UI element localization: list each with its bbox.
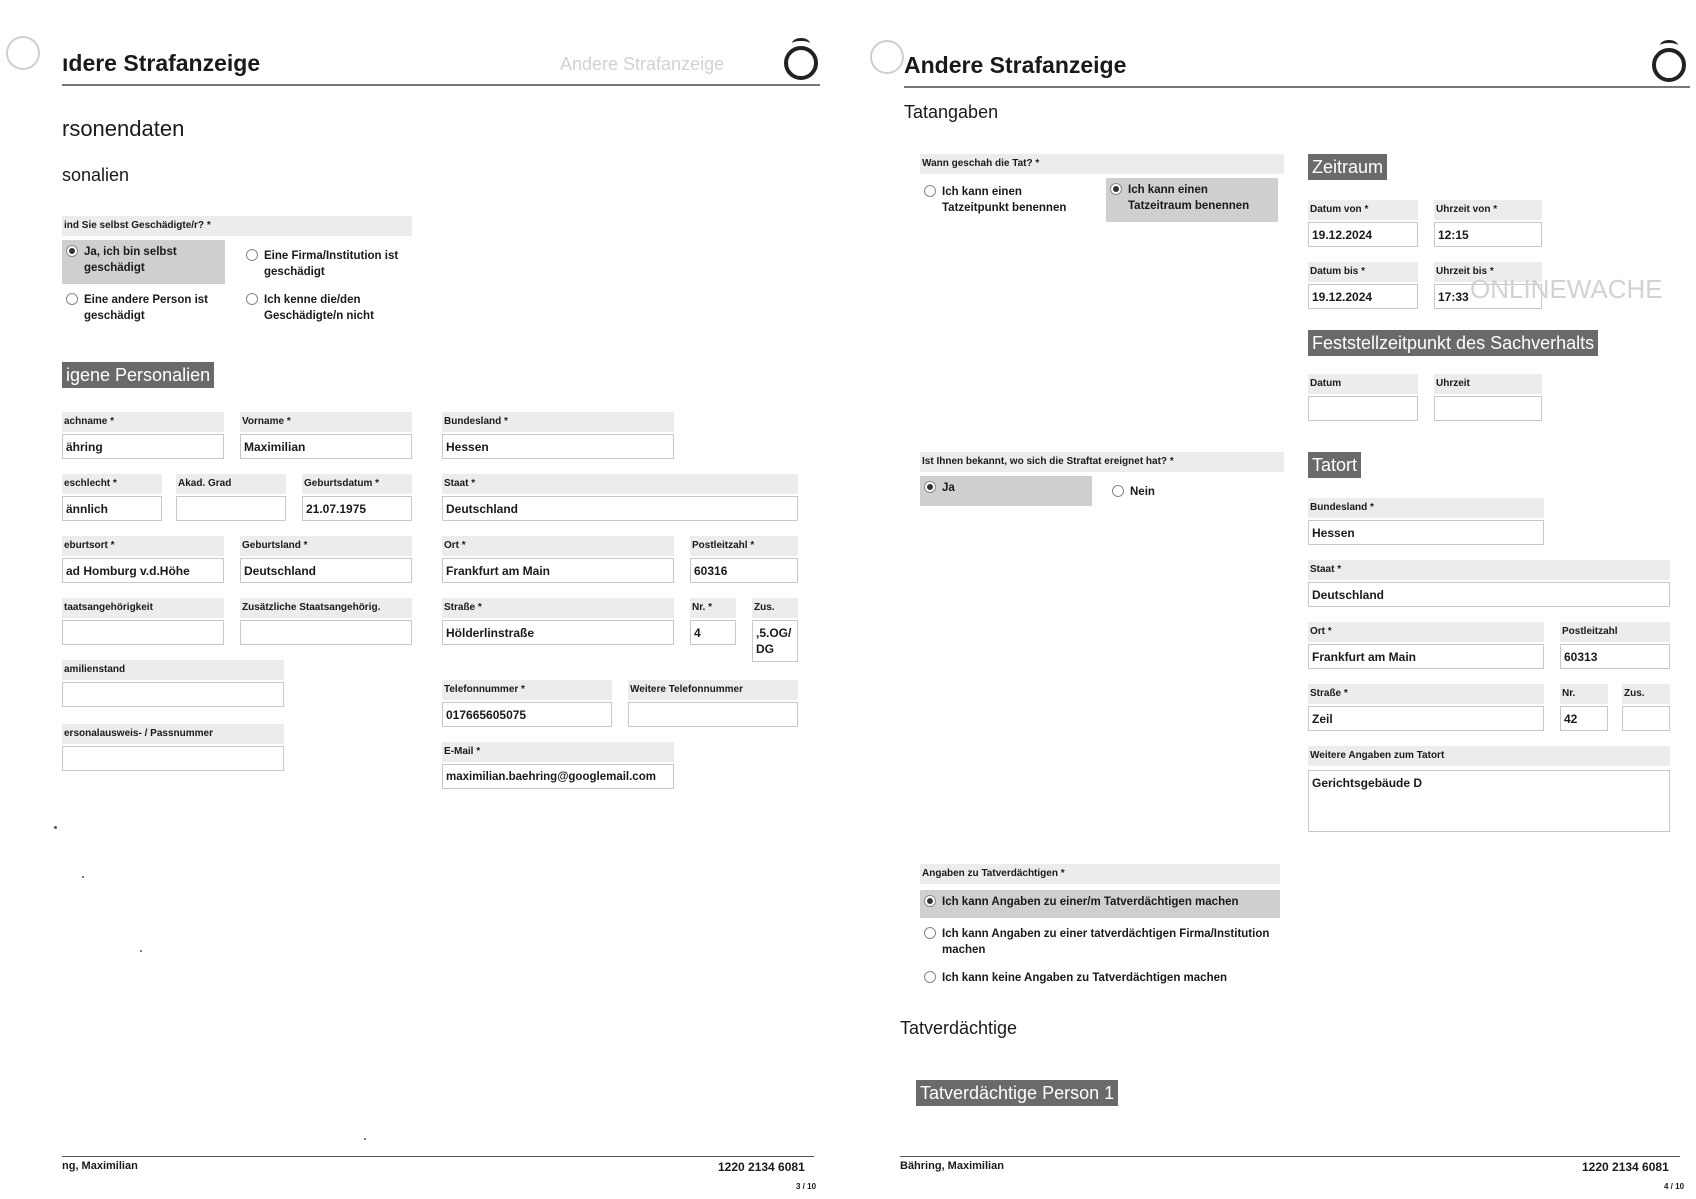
- ort-label: Ort *: [442, 536, 674, 556]
- footer-rule: [900, 1156, 1680, 1157]
- police-logo-icon: [784, 46, 818, 80]
- radio-dot-icon: [924, 927, 936, 939]
- radio-dot-icon: [66, 245, 78, 257]
- plz-label: Postleitzahl *: [690, 536, 798, 556]
- zeitraum-header: Zeitraum: [1308, 154, 1387, 180]
- strasse-input[interactable]: Hölderlinstraße: [442, 620, 674, 645]
- radio-dot-icon: [924, 971, 936, 983]
- radio-dot-icon: [246, 249, 258, 261]
- feststell-uhrzeit-label: Uhrzeit: [1434, 374, 1542, 394]
- question-label: ind Sie selbst Geschädigte/r? *: [62, 216, 412, 236]
- tatort-strasse-input[interactable]: Zeil: [1308, 706, 1544, 731]
- tatort-nr-input[interactable]: 42: [1560, 706, 1608, 731]
- geburtsland-label: Geburtsland *: [240, 536, 412, 556]
- uhrzeit-bis-input[interactable]: 17:33: [1434, 284, 1542, 309]
- datum-bis-label: Datum bis *: [1308, 262, 1418, 282]
- footer-rule: [62, 1156, 814, 1157]
- geburtsdatum-label: Geburtsdatum *: [302, 474, 412, 494]
- radio-suspect-none-label: Ich kann keine Angaben zu Tatverdächtigen machen: [942, 972, 1228, 984]
- nr-input[interactable]: 4: [690, 620, 736, 645]
- scan-speck: [140, 950, 142, 952]
- page-left: [0, 0, 840, 1199]
- tatort-ort-label: Ort *: [1308, 622, 1544, 642]
- tatort-staat-label: Staat *: [1308, 560, 1670, 580]
- tatangaben-title: Tatangaben: [904, 102, 999, 122]
- feststell-header: Feststellzeitpunkt des Sachverhalts: [1308, 330, 1598, 356]
- page-title: ıdere Strafanzeige: [62, 50, 261, 76]
- radio-where-ja[interactable]: [920, 476, 1092, 506]
- zus-input[interactable]: ,5.OG/ DG: [752, 620, 798, 662]
- geschlecht-label: eschlecht *: [62, 474, 162, 494]
- scan-speck: [364, 1138, 366, 1140]
- page-title: Andere Strafanzeige: [904, 52, 1127, 78]
- radio-suspect-company-label: Ich kann Angaben zu einer tatverdächtigen Firma/Institution machen: [942, 928, 1270, 956]
- akad-grad-label: Akad. Grad: [176, 474, 286, 494]
- radio-tatzeitpunkt-label: Ich kann einen Tatzeitpunkt benennen: [942, 186, 1067, 214]
- geburtsort-input[interactable]: ad Homburg v.d.Höhe: [62, 558, 224, 583]
- ghost-online-watermark: ONLINEWACHE: [1470, 274, 1663, 304]
- footer-name: ng, Maximilian: [62, 1160, 138, 1172]
- datum-von-label: Datum von *: [1308, 200, 1418, 220]
- radio-self-label: Ja, ich bin selbst geschädigt: [84, 246, 177, 274]
- radio-tatzeitpunkt[interactable]: [920, 180, 1090, 224]
- footer-case-number: 1220 2134 6081: [718, 1160, 805, 1174]
- geburtsland-input[interactable]: Deutschland: [240, 558, 412, 583]
- when-label: Wann geschah die Tat? *: [920, 154, 1284, 174]
- footer-name: Bähring, Maximilian: [900, 1160, 1004, 1172]
- radio-tatzeitraum[interactable]: [1106, 178, 1278, 222]
- scan-speck: [54, 826, 57, 829]
- zus-staatsang-label: Zusätzliche Staatsangehörig.: [240, 598, 412, 618]
- geschlecht-input[interactable]: ännlich: [62, 496, 162, 521]
- geburtsdatum-input[interactable]: 21.07.1975: [302, 496, 412, 521]
- uhrzeit-von-label: Uhrzeit von *: [1434, 200, 1542, 220]
- suspects-label: Angaben zu Tatverdächtigen *: [920, 864, 1280, 884]
- email-label: E-Mail *: [442, 742, 674, 762]
- ausweis-input[interactable]: [62, 746, 284, 771]
- radio-other-person[interactable]: [62, 288, 225, 328]
- tatverdaechtige-title: Tatverdächtige: [900, 1018, 1018, 1038]
- tatort-ort-input[interactable]: Frankfurt am Main: [1308, 644, 1544, 669]
- radio-dot-icon: [246, 293, 258, 305]
- bundesland-label: Bundesland *: [442, 412, 674, 432]
- section-title: rsonendaten: [62, 116, 185, 141]
- radio-dot-icon: [924, 481, 936, 493]
- radio-tatzeitraum-label: Ich kann einen Tatzeitraum benennen: [1128, 184, 1250, 212]
- footer-case-number: 1220 2134 6081: [1582, 1160, 1669, 1174]
- tatort-nr-label: Nr.: [1560, 684, 1608, 704]
- strasse-label: Straße *: [442, 598, 674, 618]
- tatort-zus-input[interactable]: [1622, 706, 1670, 731]
- nachname-input[interactable]: ähring: [62, 434, 224, 459]
- radio-dot-icon: [924, 895, 936, 907]
- logo-ring-faint: [870, 40, 904, 74]
- person1-header: Tatverdächtige Person 1: [916, 1080, 1118, 1106]
- telefon-input[interactable]: 017665605075: [442, 702, 612, 727]
- tatort-strasse-label: Straße *: [1308, 684, 1544, 704]
- where-label: Ist Ihnen bekannt, wo sich die Straftat ereignet hat? *: [920, 452, 1284, 472]
- nr-label: Nr. *: [690, 598, 736, 618]
- weitere-telefon-input[interactable]: [628, 702, 798, 727]
- familienstand-label: amilienstand: [62, 660, 284, 680]
- radio-where-nein[interactable]: [1108, 480, 1208, 504]
- zus-label: Zus.: [752, 598, 798, 618]
- vorname-label: Vorname *: [240, 412, 412, 432]
- ausweis-label: ersonalausweis- / Passnummer: [62, 724, 284, 744]
- footer-page-number: 3 / 10: [796, 1182, 817, 1191]
- tatort-bundesland-input[interactable]: Hessen: [1308, 520, 1544, 545]
- tatort-staat-input[interactable]: Deutschland: [1308, 582, 1670, 607]
- radio-other-person-label: Eine andere Person ist geschädigt: [84, 294, 208, 322]
- radio-company[interactable]: [242, 244, 412, 284]
- tatort-zus-label: Zus.: [1622, 684, 1670, 704]
- page-right: [860, 0, 1696, 1199]
- weitere-telefon-label: Weitere Telefonnummer: [628, 680, 798, 700]
- tatort-weitere-label: Weitere Angaben zum Tatort: [1308, 746, 1670, 766]
- eigene-personalien-header: igene Personalien: [62, 362, 214, 388]
- radio-dot-icon: [66, 293, 78, 305]
- radio-dot-icon: [924, 185, 936, 197]
- tatort-weitere-textarea[interactable]: Gerichtsgebäude D: [1308, 770, 1670, 832]
- zus-staatsang-input[interactable]: [240, 620, 412, 645]
- staatsangehoerigkeit-input[interactable]: [62, 620, 224, 645]
- radio-where-nein-label: Nein: [1130, 486, 1155, 498]
- feststell-uhrzeit-input[interactable]: [1434, 396, 1542, 421]
- uhrzeit-von-input[interactable]: 12:15: [1434, 222, 1542, 247]
- staatsangehoerigkeit-label: taatsangehörigkeit: [62, 598, 224, 618]
- logo-ring-faint: [6, 36, 40, 70]
- tatort-bundesland-label: Bundesland *: [1308, 498, 1544, 518]
- footer-page-number: 4 / 10: [1664, 1182, 1685, 1191]
- familienstand-input[interactable]: [62, 682, 284, 707]
- police-logo-icon: [1652, 48, 1686, 82]
- radio-suspect-none[interactable]: [920, 966, 1280, 990]
- nachname-label: achname *: [62, 412, 224, 432]
- subsection-title: sonalien: [62, 165, 130, 185]
- radio-suspect-person[interactable]: [920, 890, 1280, 918]
- radio-unknown-label: Ich kenne die/den Geschädigte/n nicht: [264, 294, 374, 322]
- ort-input[interactable]: Frankfurt am Main: [442, 558, 674, 583]
- telefon-label: Telefonnummer *: [442, 680, 612, 700]
- header-rule: [62, 84, 820, 86]
- scan-speck: [82, 876, 84, 878]
- staat-label: Staat *: [442, 474, 798, 494]
- radio-dot-icon: [1112, 485, 1124, 497]
- datum-von-input[interactable]: 19.12.2024: [1308, 222, 1418, 247]
- tatort-plz-input[interactable]: 60313: [1560, 644, 1670, 669]
- datum-bis-input[interactable]: 19.12.2024: [1308, 284, 1418, 309]
- radio-suspect-company[interactable]: [920, 922, 1280, 962]
- radio-where-ja-label: Ja: [942, 482, 955, 494]
- tatort-header: Tatort: [1308, 452, 1361, 478]
- tatort-plz-label: Postleitzahl: [1560, 622, 1670, 642]
- email-input[interactable]: maximilian.baehring@googlemail.com: [442, 764, 674, 789]
- uhrzeit-bis-label: Uhrzeit bis *: [1434, 262, 1542, 282]
- vorname-input[interactable]: Maximilian: [240, 434, 412, 459]
- feststell-datum-label: Datum: [1308, 374, 1418, 394]
- staat-input[interactable]: Deutschland: [442, 496, 798, 521]
- header-rule: [904, 86, 1690, 88]
- radio-suspect-person-label: Ich kann Angaben zu einer/m Tatverdächtigen machen: [942, 896, 1239, 908]
- akad-grad-input[interactable]: [176, 496, 286, 521]
- radio-unknown[interactable]: [242, 288, 412, 328]
- radio-dot-icon: [1110, 183, 1122, 195]
- bundesland-input[interactable]: Hessen: [442, 434, 674, 459]
- radio-company-label: Eine Firma/Institution ist geschädigt: [264, 250, 399, 278]
- plz-input[interactable]: 60316: [690, 558, 798, 583]
- geburtsort-label: eburtsort *: [62, 536, 224, 556]
- radio-self[interactable]: [62, 240, 225, 284]
- feststell-datum-input[interactable]: [1308, 396, 1418, 421]
- ghost-title: Andere Strafanzeige: [560, 54, 725, 74]
